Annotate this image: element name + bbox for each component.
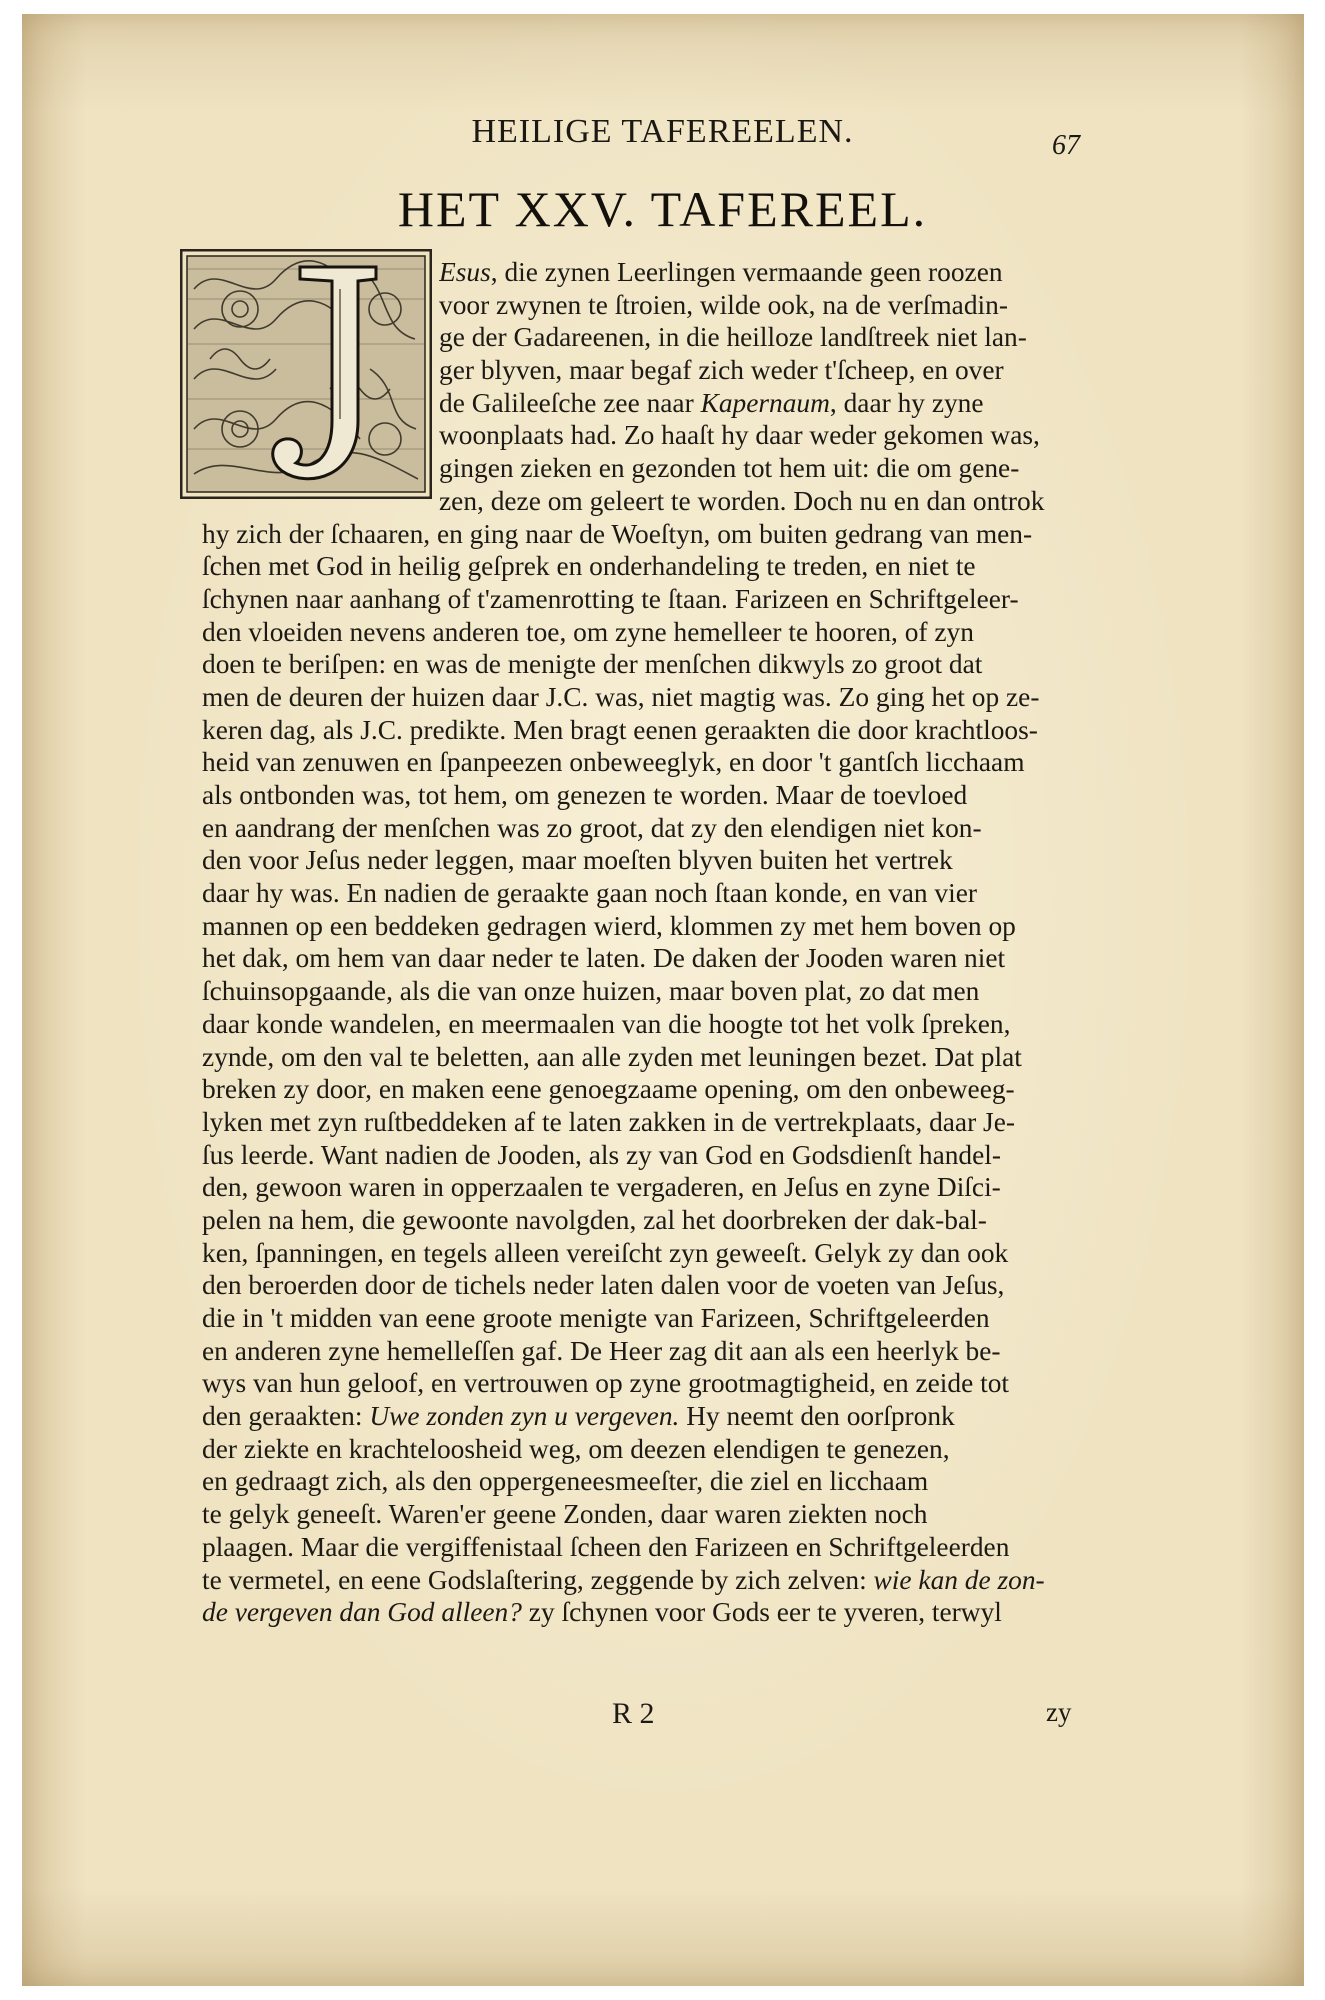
text-line [202, 1073, 1080, 1106]
text-line [202, 681, 1080, 714]
text-line [202, 518, 1080, 551]
line-text: mannen op een beddeken gedragen wierd, klommen zy met hem boven op [202, 910, 1016, 941]
line-text: plaagen. Maar die vergiffenistaal ſcheen den Farizeen en Schriftgeleerden [202, 1531, 1010, 1562]
text-line [202, 648, 1080, 681]
text-line [202, 550, 1080, 583]
text-line [202, 975, 1080, 1008]
line-text: den beroerden door de tichels neder laten dalen voor de voeten van Jeſus, [202, 1270, 1005, 1301]
line-text: daar hy was. En nadien de geraakte gaan noch ſtaan konde, en van vier [202, 878, 977, 909]
text-line [202, 910, 1080, 943]
line-text: gingen zieken en gezonden tot hem uit: die om gene- [439, 453, 1020, 484]
line-text: voor zwynen te ſtroien, wilde ook, na de verſmadin- [439, 289, 1008, 320]
text-line [202, 1041, 1080, 1074]
line-text-after: Hy neemt den oorſpronk [679, 1401, 955, 1432]
text-line [202, 714, 1080, 747]
line-text: keren dag, als J.C. predikte. Men bragt eenen geraakten die door krachtloos- [202, 714, 1038, 745]
line-text: ger blyven, maar begaf zich weder t'ſcheep, en over [439, 355, 1004, 386]
line-text: te gelyk geneeſt. Waren'er geene Zonden, daar waren ziekten noch [202, 1499, 928, 1530]
page-number: 67 [1052, 130, 1080, 161]
text-line [202, 746, 1080, 779]
text-line [439, 387, 1080, 420]
text-line [202, 583, 1080, 616]
text-line [202, 1237, 1080, 1270]
text-line [202, 1008, 1080, 1041]
line-text: breken zy door, en maken eene genoegzaame opening, om den onbeweeg- [202, 1074, 1015, 1105]
body-text [202, 256, 1080, 1629]
text-line [202, 1531, 1080, 1564]
line-text: ge der Gadareenen, in die heilloze landſtreek niet lan- [439, 322, 1027, 353]
line-text: het dak, om hem van daar neder te laten. De daken der Jooden waren niet [202, 943, 1006, 974]
line-text: doen te beriſpen: en was de menigte der menſchen dikwyls zo groot dat [202, 649, 983, 680]
italic-phrase: Uwe zonden zyn u vergeven. [369, 1401, 680, 1432]
line-text: den geraakten: [202, 1401, 370, 1432]
text-line [202, 844, 1080, 877]
line-text: ſchynen naar aanhang of t'zamenrotting te ſtaan. Farizeen en Schriftgeleer- [202, 583, 1019, 614]
line-text: ſus leerde. Want nadien de Jooden, als zy van God en Godsdienſt handel- [202, 1139, 1002, 1170]
italic-phrase: de vergeven dan God alleen? [202, 1597, 522, 1628]
running-head: HEILIGE TAFEREELEN. [471, 113, 854, 150]
line-text: , die zynen Leerlingen vermaande geen roozen [490, 257, 1003, 287]
line-text: men de deuren der huizen daar J.C. was, niet magtig was. Zo ging het op ze- [202, 681, 1040, 712]
text-line [202, 1139, 1080, 1172]
line-text: heid van zenuwen en ſpanpeezen onbeweeglyk, en door 't gantſch licchaam [202, 747, 1025, 778]
line-text: wys van hun geloof, en vertrouwen op zyne grootmagtigheid, en zeide tot [202, 1368, 1010, 1399]
line-text: zen, deze om geleert te worden. Doch nu en dan ontrok [439, 485, 1045, 516]
text-line [202, 812, 1080, 845]
line-text: als ontbonden was, tot hem, om genezen te worden. Maar de toevloed [202, 780, 968, 810]
line-text: den voor Jeſus neder leggen, maar moeſten blyven buiten het vertrek [202, 845, 953, 876]
text-line [439, 485, 1080, 518]
text-line [202, 1596, 1080, 1629]
line-text: en aandrang der menſchen was zo groot, dat zy den elendigen niet kon- [202, 812, 982, 843]
text-line [202, 779, 1080, 812]
line-text: ken, ſpanningen, en tegels alleen vereiſcht zyn geweeſt. Gelyk zy dan ook [202, 1237, 1009, 1268]
line-text: lyken met zyn ruſtbeddeken af te laten zakken in de vertrekplaats, daar Je- [202, 1106, 1015, 1137]
line-text: zynde, om den val te beletten, aan alle zyden met leuningen bezet. Dat plat [202, 1041, 1022, 1072]
text-line [202, 1171, 1080, 1204]
text-line [202, 1269, 1080, 1302]
text-line [202, 1106, 1080, 1139]
italic-phrase: Kapernaum [700, 387, 830, 418]
text-line [439, 452, 1080, 485]
initial-word-remainder: Esus [439, 257, 491, 287]
signature-mark: R 2 [612, 1697, 655, 1730]
text-line [439, 289, 1080, 322]
text-line [202, 1564, 1080, 1597]
text-line [439, 321, 1080, 354]
italic-phrase: wie kan de zon- [873, 1564, 1045, 1595]
text-line [202, 616, 1080, 649]
line-text: ſchen met God in heilig geſprek en onderhandeling te treden, en niet te [202, 551, 976, 582]
line-text: pelen na hem, die gewoonte navolgden, zal het doorbreken der dak-bal- [202, 1204, 987, 1235]
text-line [202, 1433, 1080, 1466]
chapter-title: HET XXV. TAFEREEL. [397, 181, 928, 237]
text-line [202, 1367, 1080, 1400]
text-line [202, 1465, 1080, 1498]
text-line [202, 1400, 1080, 1433]
line-text: woonplaats had. Zo haaſt hy daar weder gekomen was, [439, 420, 1040, 451]
line-text: ſchuinsopgaande, als die van onze huizen, maar boven plat, zo dat men [202, 976, 980, 1007]
text-line [439, 256, 1080, 289]
text-line [202, 1302, 1080, 1335]
text-line [439, 354, 1080, 387]
line-text-after: zy ſchynen voor Gods eer te yveren, terwyl [521, 1597, 1002, 1628]
line-text: de Galileeſche zee naar [439, 387, 701, 418]
line-text: die in 't midden van eene groote menigte van Farizeen, Schriftgeleerden [202, 1303, 990, 1333]
line-text: daar konde wandelen, en meermaalen van die hoogte tot het volk ſpreken, [202, 1008, 1011, 1039]
text-line [439, 419, 1080, 452]
line-text: den, gewoon waren in opperzaalen te vergaderen, en Jeſus en zyne Diſci- [202, 1172, 1001, 1203]
text-line [202, 877, 1080, 910]
text-line [202, 942, 1080, 975]
line-text: te vermetel, en eene Godslaſtering, zeggende by zich zelven: [202, 1564, 874, 1595]
line-text-after: , daar hy zyne [829, 387, 984, 418]
text-line [202, 1498, 1080, 1531]
line-text: hy zich der ſchaaren, en ging naar de Woeſtyn, om buiten gedrang van men- [202, 518, 1033, 549]
catchword: zy [1046, 1697, 1072, 1727]
line-text: den vloeiden nevens anderen toe, om zyne hemelleer te hooren, of zyn [202, 616, 974, 647]
line-text: en gedraagt zich, als den oppergeneesmeeſter, die ziel en licchaam [202, 1466, 929, 1497]
line-text: en anderen zyne hemelleſſen gaf. De Heer zag dit aan als een heerlyk be- [202, 1335, 1001, 1366]
line-text: der ziekte en krachteloosheid weg, om deezen elendigen te genezen, [202, 1433, 950, 1464]
text-line [202, 1204, 1080, 1237]
text-line [202, 1335, 1080, 1368]
